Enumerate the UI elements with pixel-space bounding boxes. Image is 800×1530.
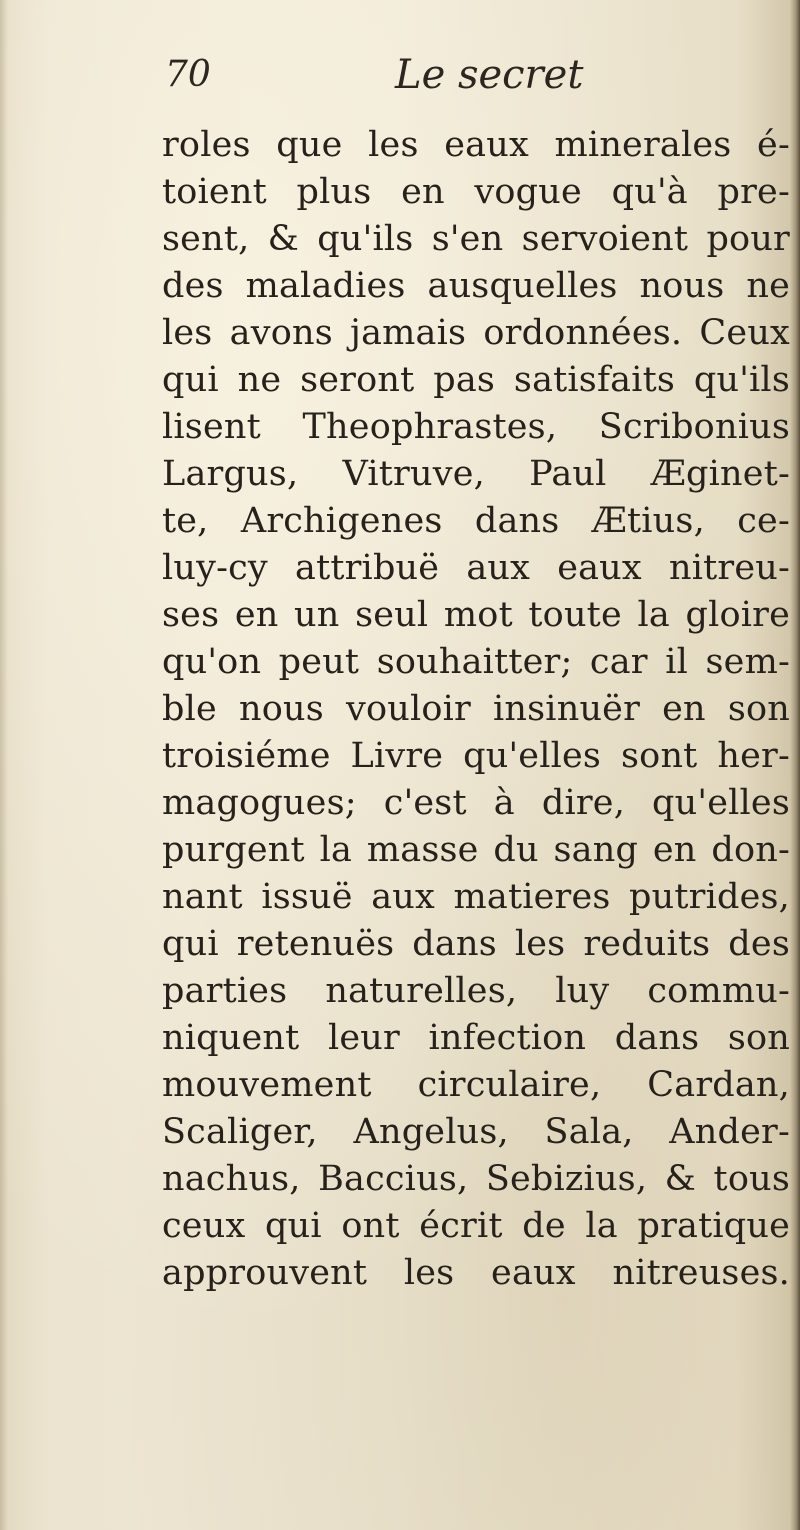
text-line: luy-cy attribuë aux eaux nitreu- (162, 548, 790, 588)
text-line: magogues; c'est à dire, qu'elles (162, 783, 790, 823)
text-line: troisiéme Livre qu'elles sont her- (162, 736, 790, 776)
text-line: te, Archigenes dans Ætius, ce- (162, 501, 790, 541)
text-line: qu'on peut souhaitter; car il sem- (162, 642, 790, 682)
text-line: toient plus en vogue qu'à pre- (162, 172, 790, 212)
text-line: parties naturelles, luy commu- (162, 971, 790, 1011)
text-line: des maladies ausquelles nous ne (162, 266, 790, 306)
text-line: nant issuë aux matieres putrides, (162, 877, 790, 917)
text-line: nachus, Baccius, Sebizius, & tous (162, 1159, 790, 1199)
text-line: ceux qui ont écrit de la pratique (162, 1206, 790, 1246)
text-line: les avons jamais ordonnées. Ceux (162, 313, 790, 353)
body-text (162, 122, 790, 1297)
text-line: qui ne seront pas satisfaits qu'ils (162, 360, 790, 400)
text-line: approuvent les eaux nitreuses. (162, 1253, 790, 1293)
text-line: sent, & qu'ils s'en servoient pour (162, 219, 790, 259)
page-right-edge (790, 0, 800, 1530)
text-line: mouvement circulaire, Cardan, (162, 1065, 790, 1105)
page-header (165, 50, 685, 100)
running-head: Le secret (395, 52, 584, 98)
text-line: ble nous vouloir insinuër en son (162, 689, 790, 729)
text-line: purgent la masse du sang en don- (162, 830, 790, 870)
text-line: Scaliger, Angelus, Sala, Ander- (162, 1112, 790, 1152)
page-number: 70 (165, 54, 211, 95)
text-line: qui retenuës dans les reduits des (162, 924, 790, 964)
text-line: ses en un seul mot toute la gloire (162, 595, 790, 635)
page-left-edge (0, 0, 8, 1530)
text-line: Largus, Vitruve, Paul Æginet- (162, 454, 790, 494)
text-line: lisent Theophrastes, Scribonius (162, 407, 790, 447)
text-line: niquent leur infection dans son (162, 1018, 790, 1058)
text-line: roles que les eaux minerales é- (162, 125, 790, 165)
